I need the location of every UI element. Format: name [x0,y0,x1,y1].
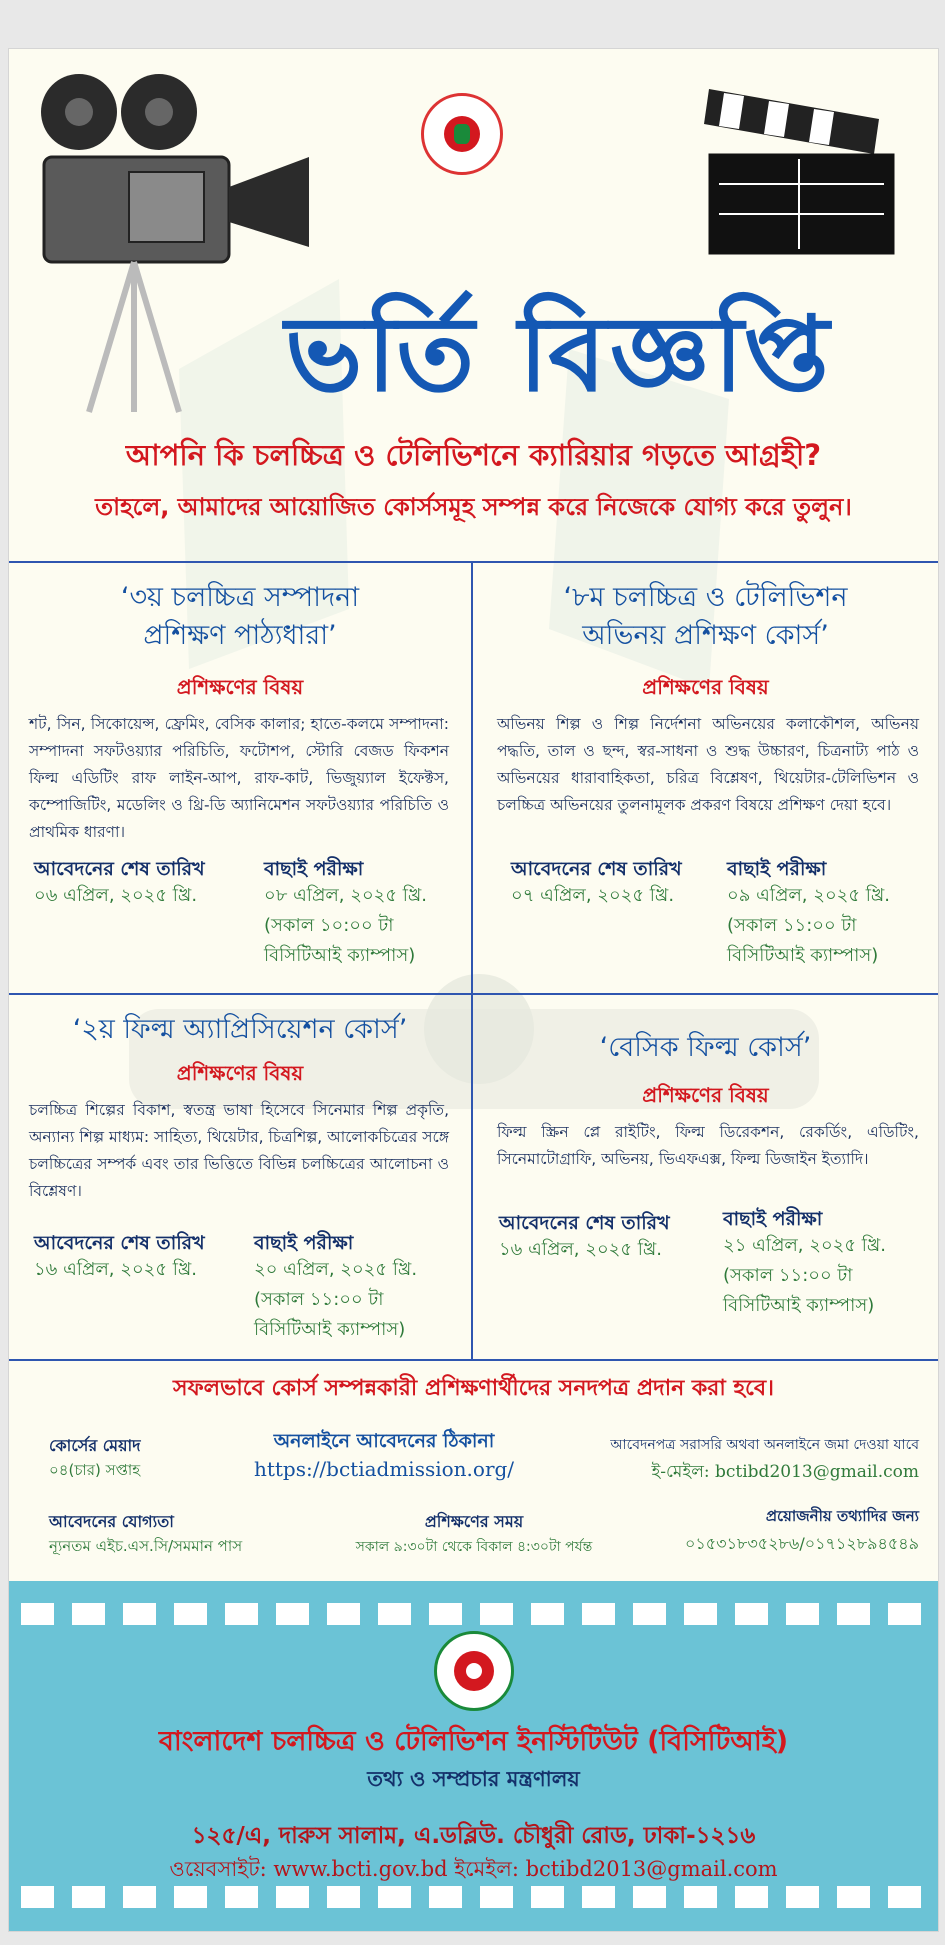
filmstrip-hole [327,1603,360,1625]
filmstrip-hole [174,1886,207,1908]
filmstrip-hole [531,1886,564,1908]
filmstrip-hole [480,1603,513,1625]
clapperboard-icon [699,79,914,259]
contact-phone: ০১৫৩১৮৩৫২৮৬/০১৭১২৮৯৪৫৪৯ [685,1534,919,1553]
filmstrip-hole [735,1886,768,1908]
course-title: ‘২য় ফিল্ম অ্যাপ্রিসিয়েশন কোর্স’ [72,1014,408,1045]
duration-label: কোর্সের মেয়াদ [49,1436,141,1455]
filmstrip-hole [378,1886,411,1908]
exam-details: ২০ এপ্রিল, ২০২৫ খ্রি. (সকাল ১১:০০ টা বিসিটিআই ক্যাম্পাস) [254,1259,418,1340]
deadline-label: আবেদনের শেষ তারিখ [499,1212,670,1234]
training-time-label: প্রশিক্ষণের সময় [424,1512,524,1531]
filmstrip-hole [174,1603,207,1625]
exam-details: ০৯ এপ্রিল, ২০২৫ খ্রি. (সকাল ১১:০০ টা বিসিটিআই ক্যাম্পাস) [727,885,891,966]
deadline-value: ০৬ এপ্রিল, ২০২৫ খ্রি. [34,885,198,906]
filmstrip-hole [633,1886,666,1908]
divider [9,993,938,995]
filmstrip-hole [735,1603,768,1625]
duration-value: ০৪(চার) সপ্তাহ [49,1461,141,1479]
filmstrip-hole [531,1603,564,1625]
course-description: অভিনয় শিল্প ও শিল্প নির্দেশনা অভিনয়ের কলাকৌশল, অভিনয় পদ্ধতি, তাল ও ছন্দ, স্বর-সাধনা ও শুদ্ধ উচ্চারণ, চিত্রনাট্য পাঠ ও অভিনয়ের ধারাবাহিকতা, চরিত্র বিশ্লেষণ, থিয়েটার-টেলিভিশন ও চলচ্চিত্র অভিনয়ের তুলনামূলক প্রকরণ বিষয়ে প্রশিক্ষণ দেয়া হবে। [497,715,919,814]
filmstrip-hole [888,1886,921,1908]
filmstrip-hole [225,1603,258,1625]
filmstrip-hole [888,1603,921,1625]
filmstrip-hole [327,1886,360,1908]
filmstrip-hole [123,1886,156,1908]
contact-label: প্রয়োজনীয় তথ্যাদির জন্য [765,1507,919,1525]
course-description: চলচ্চিত্র শিল্পের বিকাশ, স্বতন্ত্র ভাষা হিসেবে সিনেমার শিল্প প্রকৃতি, অন্যান্য শিল্প মাধ্যম: সাহিত্য, থিয়েটার, চিত্রশিল্প, আলোকচিত্রের সঙ্গে চলচ্চিত্রের সম্পর্ক এবং তার ভিত্তিতে বিভিন্ন চলচ্চিত্রের আলোচনা ও বিশ্লেষণ। [29,1101,449,1200]
main-title: ভর্তি বিজ্ঞপ্তি [285,292,833,415]
footer-band [9,1581,938,1931]
filmstrip-hole [582,1886,615,1908]
deadline-value: ১৬ এপ্রিল, ২০২৫ খ্রি. [499,1239,663,1260]
admission-poster [8,48,939,1932]
exam-label: বাছাই পরীক্ষা [723,1208,823,1230]
deadline-label: আবেদনের শেষ তারিখ [34,1232,205,1254]
filmstrip-hole [684,1886,717,1908]
subject-heading: প্রশিক্ষণের বিষয় [176,1061,304,1085]
filmstrip-hole [72,1886,105,1908]
online-apply-label: অনলাইনে আবেদনের ঠিকানা [273,1430,495,1452]
eligibility-label: আবেদনের যোগ্যতা [49,1512,174,1531]
address: ১২৫/এ, দারুস সালাম, এ.ডব্লিউ. চৌধুরী রোড, ঢাকা-১২১৬ [191,1823,756,1849]
ministry-name: তথ্য ও সম্প্রচার মন্ত্রণালয় [367,1767,580,1791]
filmstrip-hole [633,1603,666,1625]
filmstrip-hole [72,1603,105,1625]
filmstrip-hole [429,1603,462,1625]
course-title: ‘বেসিক ফিল্ম কোর্স’ [599,1032,812,1063]
filmstrip-hole [480,1886,513,1908]
filmstrip-hole [837,1603,870,1625]
filmstrip-hole [837,1886,870,1908]
course-title: ‘৮ম চলচ্চিত্র ও টেলিভিশন অভিনয় প্রশিক্ষণ কোর্স’ [563,582,848,651]
bcti-logo-icon [434,1631,514,1711]
submission-email[interactable]: ই-মেইল: bctibd2013@gmail.com [651,1462,919,1482]
institute-name: বাংলাদেশ চলচ্চিত্র ও টেলিভিশন ইনস্টিটিউট (বিসিটিআই) [158,1726,789,1757]
filmstrip-hole [582,1603,615,1625]
exam-label: বাছাই পরীক্ষা [264,858,364,880]
government-seal-icon [421,93,503,175]
deadline-label: আবেদনের শেষ তারিখ [511,858,682,880]
tagline-call-to-action: তাহলে, আমাদের আয়োজিত কোর্সসমূহ সম্পন্ন করে নিজেকে যোগ্য করে তুলুন। [95,493,852,521]
training-time-value: সকাল ৯:৩০টা থেকে বিকাল ৪:৩০টা পর্যন্ত [355,1539,593,1555]
exam-label: বাছাই পরীক্ষা [254,1232,354,1254]
filmstrip-hole [123,1603,156,1625]
course-description: ফিল্ম স্ক্রিন প্লে রাইটিং, ফিল্ম ডিরেকশন, রেকর্ডিং, এডিটিং, সিনেমাটোগ্রাফি, অভিনয়, ভিএফএক্স, ফিল্ম ডিজাইন ইত্যাদি। [497,1123,919,1168]
course-title: ‘৩য় চলচ্চিত্র সম্পাদনা প্রশিক্ষণ পাঠ্যধারা’ [120,582,360,651]
submission-note: আবেদনপত্র সরাসরি অথবা অনলাইনে জমা দেওয়া যাবে [610,1437,919,1453]
filmstrip-hole [786,1886,819,1908]
exam-details: ২১ এপ্রিল, ২০২৫ খ্রি. (সকাল ১১:০০ টা বিসিটিআই ক্যাম্পাস) [723,1235,887,1316]
subject-heading: প্রশিক্ষণের বিষয় [642,675,769,699]
filmstrip-hole [684,1603,717,1625]
deadline-label: আবেদনের শেষ তারিখ [34,858,205,880]
filmstrip-hole [21,1603,54,1625]
filmstrip-hole [429,1886,462,1908]
subject-heading: প্রশিক্ষণের বিষয় [176,675,304,699]
deadline-value: ০৭ এপ্রিল, ২০২৫ খ্রি. [511,885,675,906]
filmstrip-hole [786,1603,819,1625]
divider [9,1359,938,1361]
website-email-line: ওয়েবসাইট: www.bcti.gov.bd ইমেইল: bctibd2013@gmail.com [169,1857,778,1881]
subject-heading: প্রশিক্ষণের বিষয় [642,1083,769,1107]
exam-details: ০৮ এপ্রিল, ২০২৫ খ্রি. (সকাল ১০:০০ টা বিসিটিআই ক্যাম্পাস) [264,885,428,966]
divider [9,561,938,563]
deadline-value: ১৬ এপ্রিল, ২০২৫ খ্রি. [34,1259,198,1280]
eligibility-value: ন্যূনতম এইচ.এস.সি/সমমান পাস [49,1537,243,1555]
filmstrip-hole [276,1603,309,1625]
filmstrip-hole [21,1886,54,1908]
certificate-note: সফলভাবে কোর্স সম্পন্নকারী প্রশিক্ষণার্থীদের সনদপত্র প্রদান করা হবে। [173,1376,774,1401]
filmstrip-hole [225,1886,258,1908]
online-apply-link[interactable]: https://bctiadmission.org/ [253,1457,515,1481]
exam-label: বাছাই পরীক্ষা [727,858,827,880]
filmstrip-hole [378,1603,411,1625]
filmstrip-hole [276,1886,309,1908]
course-description: শট, সিন, সিকোয়েন্স, ফ্রেমিং, বেসিক কালার; হাতে-কলমে সম্পাদনা: সম্পাদনা সফটওয়্যার পরিচিতি, ফটোশপ, স্টোরি বেজড ফিকশন ফিল্ম এডিটিং রাফ লাইন-আপ, রাফ-কাট, ভিজুয়্যাল ইফেক্টস, কম্পোজিটিং, মডেলিং ও থ্রি-ডি অ্যানিমেশন সফটওয়্যার পরিচিতি ও প্রাথমিক ধারণা। [29,715,449,841]
tagline-question: আপনি কি চলচ্চিত্র ও টেলিভিশনে ক্যারিয়ার গড়তে আগ্রহী? [125,438,822,472]
